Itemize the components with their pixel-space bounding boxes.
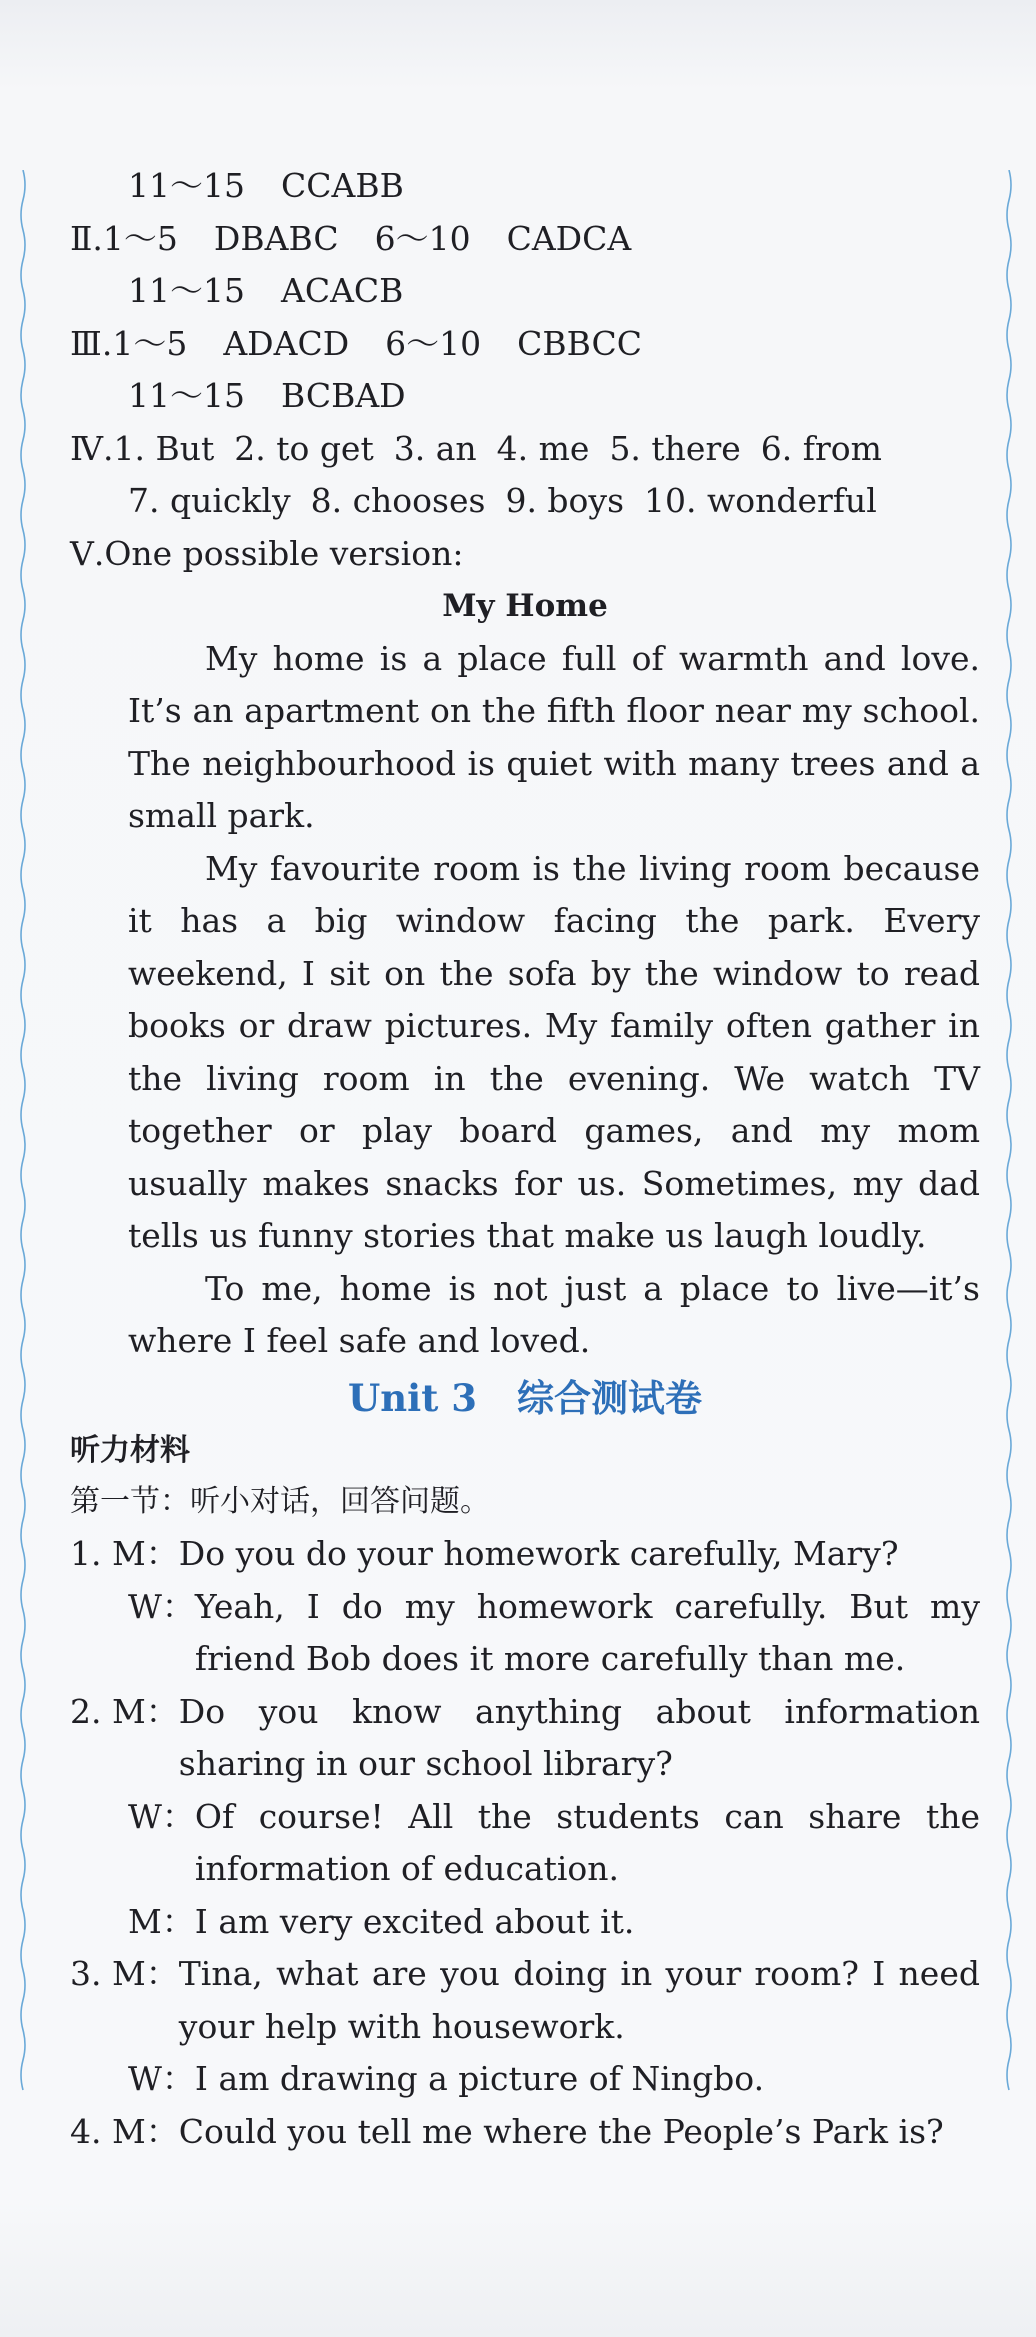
item: 6. from xyxy=(760,428,882,468)
dialogue-text: Of course! All the students can share the information of education. xyxy=(194,1796,980,1888)
section-label: Ⅳ. xyxy=(70,428,114,468)
essay-paragraph: To me, home is not just a place to live—it’s where I feel safe and loved. xyxy=(128,1268,980,1360)
dialogue-number: 1. xyxy=(70,1534,102,1573)
right-wavy-border xyxy=(1004,170,1014,2150)
section-label: Ⅲ. xyxy=(70,323,113,363)
item: 9. boys xyxy=(505,481,624,520)
speaker: M： xyxy=(112,2111,179,2151)
sec4-row2 xyxy=(70,475,980,528)
unit-title xyxy=(70,1370,980,1426)
range: 11～15 xyxy=(128,166,245,205)
dialogue-number: 3. xyxy=(70,1954,102,1993)
section-label: Ⅱ. xyxy=(70,218,103,258)
intro: One possible version: xyxy=(104,533,464,573)
answer: CCABB xyxy=(280,166,404,205)
speaker: M： xyxy=(112,1954,179,1993)
sec1-row2 xyxy=(70,160,980,213)
dialogue-line xyxy=(70,2053,980,2106)
answer-key-content xyxy=(70,160,980,2158)
speaker: M： xyxy=(112,1534,179,1573)
listening-section1: 第一节：听小对话，回答问题。 xyxy=(70,1483,490,1519)
range: 1～5 xyxy=(112,323,188,363)
dialogue-text: I am very excited about it. xyxy=(194,1901,635,1941)
dialogue-line xyxy=(70,1896,980,1949)
range: 11～15 xyxy=(128,376,245,415)
speaker: W： xyxy=(128,2059,195,2098)
item: 2. to get xyxy=(234,428,374,468)
item: 5. there xyxy=(609,428,741,468)
listening-heading: 听力材料 xyxy=(70,1432,190,1468)
sec5-intro-line xyxy=(70,528,980,581)
item: 7. quickly xyxy=(128,481,291,520)
sec4-row1 xyxy=(70,423,980,476)
dialogue-text: I am drawing a picture of Ningbo. xyxy=(194,2059,765,2098)
dialogue-number: 4. xyxy=(70,2111,102,2151)
range: 1～5 xyxy=(102,218,178,258)
item: 1. But xyxy=(113,428,215,468)
answer: CADCA xyxy=(506,218,632,258)
dialogue-line xyxy=(70,1528,980,1581)
answer: BCBAD xyxy=(280,376,406,415)
sec2-row2 xyxy=(70,265,980,318)
answer: CBBCC xyxy=(517,323,643,363)
dialogue-text: Do you do your homework carefully, Mary? xyxy=(178,1534,899,1573)
dialogue-text: Yeah, I do my homework carefully. But my friend Bob does it more carefully than me. xyxy=(194,1586,980,1678)
item: 10. wonderful xyxy=(644,481,877,520)
speaker: M： xyxy=(128,1901,195,1941)
item: 3. an xyxy=(393,428,477,468)
range: 6～10 xyxy=(374,218,471,258)
dialogue-text: Do you know anything about information sharing in our school library? xyxy=(178,1691,980,1783)
unit-subtitle: 综合测试卷 xyxy=(516,1375,702,1420)
speaker: W： xyxy=(128,1586,195,1626)
speaker: M： xyxy=(112,1691,179,1731)
item: 4. me xyxy=(496,428,590,468)
sec2-row1 xyxy=(70,213,980,266)
range: 11～15 xyxy=(128,271,245,310)
answer: ACACB xyxy=(280,271,404,310)
dialogue-line xyxy=(70,1948,980,2053)
section-label: Ⅴ. xyxy=(70,533,105,573)
answer: ADACD xyxy=(223,323,350,363)
dialogue-number: 2. xyxy=(70,1691,102,1731)
sec3-row2 xyxy=(70,370,980,423)
unit-name: Unit 3 xyxy=(348,1375,477,1420)
dialogue-line xyxy=(70,1581,980,1686)
dialogue-line xyxy=(70,2106,980,2159)
speaker: W： xyxy=(128,1796,195,1836)
dialogue-text: Could you tell me where the People’s Park is? xyxy=(178,2111,944,2151)
essay-title: My Home xyxy=(442,588,608,624)
item: 8. chooses xyxy=(310,481,486,520)
range: 6～10 xyxy=(385,323,482,363)
essay-paragraph: My home is a place full of warmth and love. It’s an apartment on the fifth floor near my school. The neighbourhood is quiet with many trees and a small park. xyxy=(128,638,980,835)
dialogue-line xyxy=(70,1791,980,1896)
answer: DBABC xyxy=(213,218,339,258)
dialogue-text: Tina, what are you doing in your room? I need your help with housework. xyxy=(178,1954,980,2046)
sec3-row1 xyxy=(70,318,980,371)
left-wavy-border xyxy=(18,170,28,2150)
dialogue-line xyxy=(70,1686,980,1791)
essay-paragraph: My favourite room is the living room because it has a big window facing the park. Every weekend, I sit on the sofa by the window to read books or draw pictures. My family often gather in the living room in the evening. We watch TV together or play board games, and my mom usually makes snacks for us. Sometimes, my dad tells us funny stories that make us laugh loudly. xyxy=(128,848,980,1255)
essay-body xyxy=(70,633,980,1368)
